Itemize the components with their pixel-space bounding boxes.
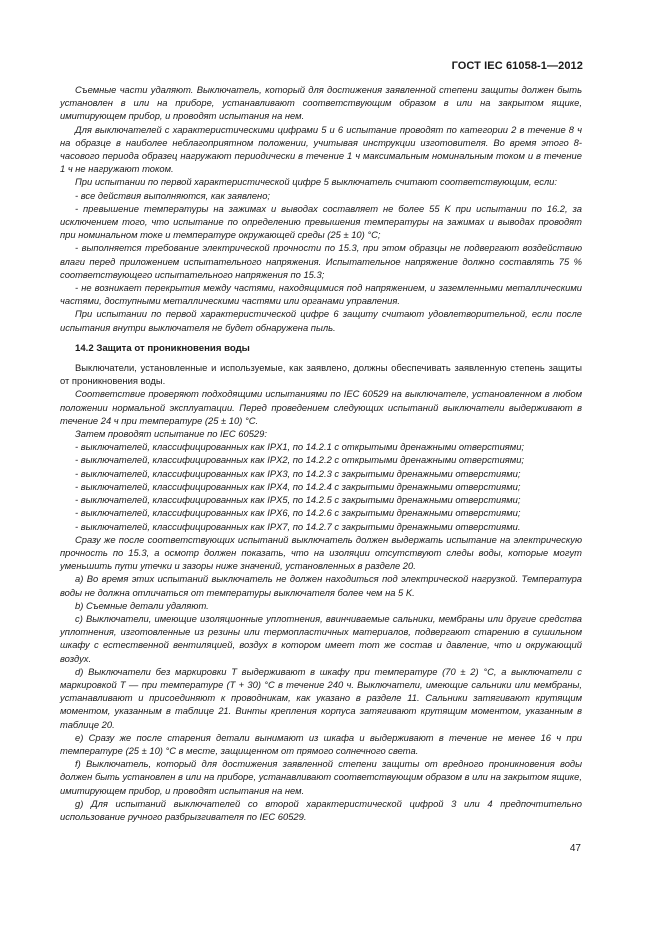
lettered-item-f: f) Выключатель, который для достижения заявленной степени защиты от вредного проникновения воды должен быть установлен в или на приборе, устанавливают соответствующим образом в или на закрытом ящике, имитирующем прибор, и проводят испытания на нем.: [60, 758, 582, 796]
page-number: 47: [569, 843, 581, 854]
lettered-item-e: e) Сразу же после старения детали вынимают из шкафа и выдерживают в течение не менее 16 ч при температуре (25 ± 10) °С в месте, защищенном от прямого солнечного света.: [60, 731, 582, 756]
section-title: 14.2 Защита от проникновения воды: [75, 342, 250, 354]
criteria-item: - выполняется требование электрической прочности по 15.3, при этом образцы не подвергают воздействию влаги перед приложением испытательного напряжения. Испытательное напряжение должно составлять 75 % соответствующего испытательного напряжения по 15.3;: [60, 242, 582, 280]
paragraph-water-compliance: Соответствие проверяют подходящими испытаниями по IEC 60529 на выключателе, установленном в любом положении нормальной эксплуатации. Перед проведением следующих испытаний выключатели выдерживают в течение 24 ч при температуре (25 ± 10) °С.: [60, 388, 582, 426]
ipx-item: - выключателей, классифицированных как IPX6, по 14.2.6 с закрытыми дренажными отверстиями;: [75, 507, 521, 519]
paragraph-removable-parts: Съемные части удаляют. Выключатель, который для достижения заявленной степени защиты должен быть установлен в или на приборе, устанавливают соответствующим образом в или на закрытом ящике, имитирующем прибор, и проводят испытания на нем.: [60, 84, 582, 122]
lettered-item-g: g) Для испытаний выключателей со второй характеристической цифрой 3 или 4 предпочтительно использование ручного разбрызгивателя по IEC 60529.: [60, 797, 582, 822]
document-header: ГОСТ IEC 61058-1—2012: [451, 60, 583, 72]
criteria-item: - все действия выполняются, как заявлено;: [75, 189, 271, 201]
ipx-item: - выключателей, классифицированных как IPX3, по 14.2.3 с закрытыми дренажными отверстиями;: [75, 467, 521, 479]
ipx-item: - выключателей, классифицированных как IPX7, по 14.2.7 с закрытыми дренажными отверстиями.: [75, 520, 521, 532]
page-content: [60, 83, 582, 823]
paragraph-water-after: Сразу же после соответствующих испытаний выключатель должен выдержать испытание на электрическую прочность по 15.3, а осмотр должен показать, что на изоляции отсутствуют следы воды, которые могут уменьшить пути утечки и зазоры ниже значений, установленных в разделе 20.: [60, 533, 582, 572]
ipx-item: - выключателей, классифицированных как IPX2, по 14.2.2 с открытыми дренажными отверстиями;: [75, 454, 525, 466]
paragraph-category-6: При испытании по первой характеристической цифре 6 защиту считают удовлетворительной, если после испытания внутри выключателя не будет обнаружена пыль.: [60, 308, 582, 333]
paragraph-water-then: Затем проводят испытание по IEC 60529:: [75, 428, 267, 440]
lettered-item-c: c) Выключатели, имеющие изоляционные уплотнения, ввинчиваемые сальники, мембраны или другие средства уплотнения, изготовленные из резины или термопластичных материалов, подвергают старению в сушильном шкафу с естественной вентиляцией, воздух в котором имеет тот же состав и давление, что и окружающий воздух.: [60, 612, 582, 664]
ipx-item: - выключателей, классифицированных как IPX1, по 14.2.1 с открытыми дренажными отверстиями;: [75, 441, 525, 453]
paragraph-water-intro: Выключатели, установленные и используемые, как заявлено, должны обеспечивать заявленную степень защиты от проникновения воды.: [60, 362, 582, 387]
ipx-item: - выключателей, классифицированных как IPX5, по 14.2.5 с закрытыми дренажными отверстиями;: [75, 494, 521, 506]
paragraph-criteria-intro: При испытании по первой характеристической цифре 5 выключатель считают соответствующим, если:: [75, 176, 557, 188]
criteria-item: - превышение температуры на зажимах и выводах составляет не более 55 K при испытании по 16.2, за исключением того, что испытание по определению превышения температуры на зажимах и выводах проводят при номинальном токе и температуре окружающей среды (25 ± 10) °С;: [60, 202, 582, 241]
criteria-item: - не возникает перекрытия между частями, находящимися под напряжением, и заземленными металлическими частями, доступными металлическими частями или органами управления.: [60, 282, 582, 307]
paragraph-category-2-test: Для выключателей с характеристическими цифрами 5 и 6 испытание проводят по категории 2 в течение 8 ч на образце в наиболее неблагоприятном положении, учитывая инструкции изготовителя. Во время этого 8-часового периода образец нагружают периодически в течение 1 ч максимальным номинальным током и в течение 1 ч не нагружают током.: [60, 123, 582, 175]
ipx-item: - выключателей, классифицированных как IPX4, по 14.2.4 с закрытыми дренажными отверстиями;: [75, 480, 521, 492]
lettered-item-a: a) Во время этих испытаний выключатель не должен находиться под электрической нагрузкой. Температура воды не должна отличаться от температуры выключателя более чем на 5 K.: [60, 573, 582, 598]
lettered-item-b: b) Съемные детали удаляют.: [75, 599, 209, 611]
lettered-item-d: d) Выключатели без маркировки T выдерживают в шкафу при температуре (70 ± 2) °С, а выключатели с маркировкой T — при температуре (T + 30) °С в течение 240 ч. Выключатели, имеющие сальники или мембраны, устанавливают и присоединяют к проводникам, как указано в разделе 11. Сальники затягивают крутящим моментом, указанным в таблице 21. Винты крепления корпуса затягивают крутящим моментом, указанным в таблице 20.: [60, 665, 582, 730]
